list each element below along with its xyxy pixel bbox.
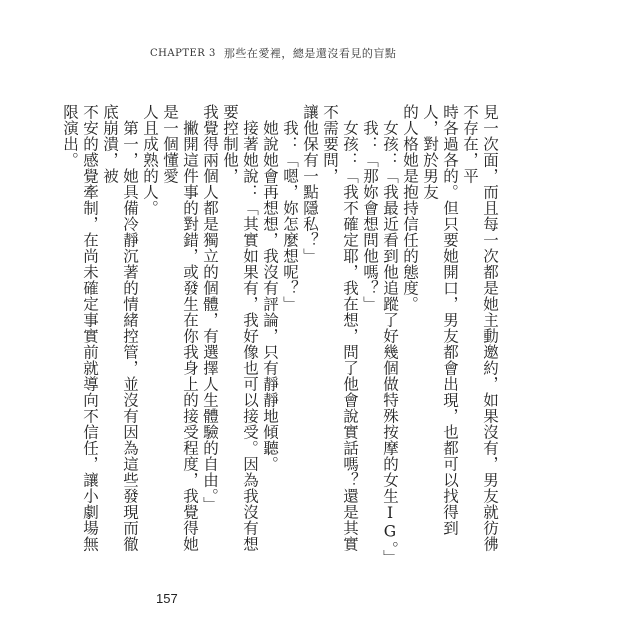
text-line: 我：「嗯，妳怎麼想呢？」	[281, 104, 299, 312]
text-line: 人且成熟的人。	[141, 104, 159, 216]
text-line: 撇開這件事的對錯，或發生在你我身上的接受程度，我覺得她是一個懂愛	[161, 104, 199, 552]
text-line: 時各過各的。但只要她開口，男友都會出現，也都可以找得到人，對於男友	[421, 104, 459, 536]
text-line: 的人格她是抱持信任的態度。	[401, 104, 419, 312]
text-line: 不安的感覺牽制，在尚未確定事實前就導向不信任，讓小劇場無限演出。	[61, 104, 99, 552]
text-line: 女孩：「我最近看到他追蹤了好幾個做特殊按摩的女生IG。」	[381, 104, 399, 566]
text-line: 我：「那妳會想問他嗎？」	[361, 104, 379, 312]
text-line: 接著她說：「其實如果有，我好像也可以接受。因為我沒有想要控制他，	[221, 104, 259, 552]
running-header	[150, 46, 396, 60]
text-line: 她說她會再想想，我沒有評論，只有靜靜地傾聽。	[261, 104, 279, 472]
page-number: 157	[156, 591, 178, 606]
chapter-label: CHAPTER 3	[150, 47, 216, 59]
vertical-body-text	[61, 104, 500, 566]
text-line: 女孩：「我不確定耶，我在想，問了他會說實話嗎？還是其實不需要問，	[321, 104, 359, 552]
text-line: 見一次面，而且每一次都是她主動邀約，如果沒有，男友就彷彿不存在，平	[461, 104, 499, 552]
text-line: 讓他保有一點隱私？」	[301, 104, 319, 264]
chapter-title: 那些在愛裡，總是還沒看見的盲點	[223, 47, 397, 60]
text-line: 我覺得兩個人都是獨立的個體，有選擇人生體驗的自由。」	[201, 104, 219, 513]
text-line: 第一，她具備冷靜沉著的情緒控管，並沒有因為這些發現而徹底崩潰，被	[101, 104, 139, 552]
